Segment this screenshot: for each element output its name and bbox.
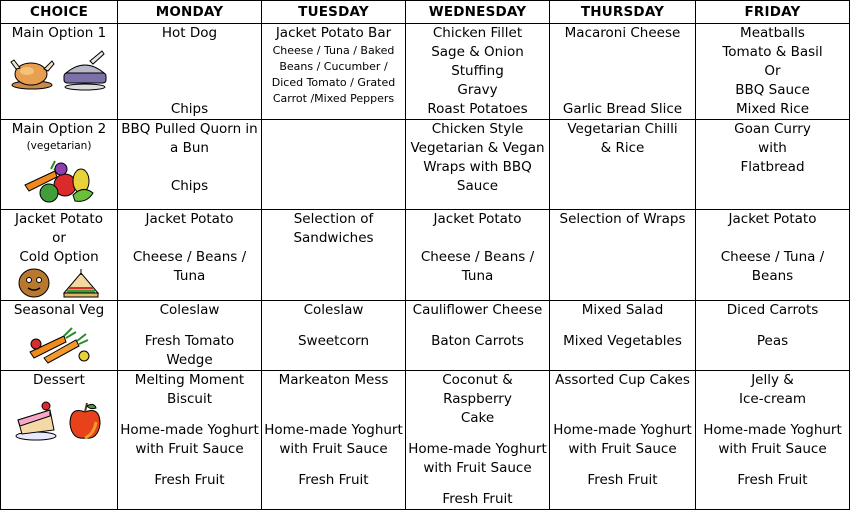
menu-item: Goan Curry: [734, 121, 811, 137]
vegetables-icon: [21, 155, 97, 205]
menu-item: Meatballs: [740, 25, 805, 41]
veg-monday: [118, 301, 262, 371]
menu-item: Gravy: [457, 82, 498, 98]
menu-item: Mixed Salad: [581, 302, 664, 318]
menu-item: with Fruit Sauce: [279, 441, 388, 457]
menu-item: Home-made Yoghurt: [408, 441, 547, 457]
menu-item: Garlic Bread Slice: [562, 101, 683, 117]
jacket-friday: [696, 210, 850, 301]
header-friday: FRIDAY: [696, 1, 850, 24]
veg-tuesday: [262, 301, 406, 371]
menu-item: Home-made Yoghurt: [703, 422, 842, 438]
menu-item-detail: Diced Tomato / Grated: [271, 76, 396, 89]
menu-item: Wedge: [166, 352, 213, 368]
menu-item: Stuffing: [451, 63, 504, 79]
menu-item: Flatbread: [740, 159, 805, 175]
table-row-main-option-2: [1, 120, 850, 210]
menu-item: Home-made Yoghurt: [120, 422, 259, 438]
dessert-friday: [696, 371, 850, 510]
menu-item: Fresh Fruit: [298, 472, 369, 488]
menu-item: Jelly &: [751, 372, 794, 388]
menu-item: with Fruit Sauce: [423, 460, 532, 476]
menu-item: Fresh Tomato: [144, 333, 235, 349]
dessert-tuesday: [262, 371, 406, 510]
main2-friday: [696, 120, 850, 210]
menu-item: Home-made Yoghurt: [553, 422, 692, 438]
menu-item: Fresh Fruit: [737, 472, 808, 488]
menu-item: Coconut & Raspberry: [442, 372, 513, 407]
menu-item: with Fruit Sauce: [568, 441, 677, 457]
menu-item-title: Jacket Potato Bar: [275, 25, 392, 41]
header-choice: CHOICE: [1, 1, 118, 24]
jacket-tuesday: [262, 210, 406, 301]
jacket-thursday: [550, 210, 696, 301]
row-label-main-option-2: [1, 120, 118, 210]
carrots-icon: [24, 322, 94, 366]
menu-item: Coleslaw: [159, 302, 220, 318]
menu-item: BBQ Pulled Quorn in: [121, 121, 258, 137]
row-label-seasonal-veg: [1, 301, 118, 371]
menu-item: Selection of Wraps: [559, 211, 686, 227]
menu-item: Mixed Vegetables: [563, 333, 682, 349]
menu-item: Mixed Rice: [736, 101, 809, 117]
row-label-main-option-1: [1, 24, 118, 120]
menu-item-detail: Cheese / Tuna / Baked: [272, 44, 395, 57]
menu-item: Jacket Potato: [433, 211, 522, 227]
dessert-thursday: [550, 371, 696, 510]
menu-item: Fresh Fruit: [154, 472, 225, 488]
jacket-monday: [118, 210, 262, 301]
menu-item: with Fruit Sauce: [135, 441, 244, 457]
menu-item: Cheese / Beans /: [420, 249, 535, 265]
menu-item: Or: [764, 63, 781, 79]
menu-item: Wraps with BBQ: [423, 159, 532, 175]
main1-monday: [118, 24, 262, 120]
roast-chicken-icon: [8, 47, 56, 91]
menu-item: Vegetarian & Vegan: [410, 140, 545, 156]
main1-thursday: [550, 24, 696, 120]
header-monday: MONDAY: [118, 1, 262, 24]
menu-item: Cheese / Tuna /: [720, 249, 825, 265]
menu-item: Chips: [170, 178, 209, 194]
dessert-monday: [118, 371, 262, 510]
menu-item: Cauliflower Cheese: [412, 302, 543, 318]
header-wednesday: WEDNESDAY: [406, 1, 550, 24]
main2-thursday: [550, 120, 696, 210]
cake-slice-icon: [14, 396, 60, 442]
potato-face-icon: [17, 267, 51, 299]
menu-item: Assorted Cup Cakes: [555, 372, 690, 388]
table-row-jacket-potato: [1, 210, 850, 301]
menu-item-detail: Beans / Cucumber /: [279, 60, 388, 73]
menu-item: Chips: [170, 101, 209, 117]
row-label-text: Main Option 1: [11, 25, 107, 41]
menu-item: Chicken Style: [431, 121, 524, 137]
menu-item: Cheese / Beans /: [132, 249, 247, 265]
menu-item: Coleslaw: [303, 302, 364, 318]
menu-item: Macaroni Cheese: [564, 25, 681, 41]
main2-tuesday: [262, 120, 406, 210]
menu-item: with: [758, 140, 787, 156]
menu-item: a Bun: [170, 140, 209, 156]
veg-thursday: [550, 301, 696, 371]
menu-item: Tuna: [461, 268, 494, 284]
main1-tuesday: [262, 24, 406, 120]
menu-item: Tuna: [173, 268, 206, 284]
menu-item: Melting Moment: [134, 372, 245, 388]
menu-item: Jacket Potato: [145, 211, 234, 227]
menu-item: Sweetcorn: [297, 333, 370, 349]
table-row-dessert: [1, 371, 850, 510]
menu-item: Sage & Onion: [431, 44, 524, 60]
row-label-text: or: [52, 230, 66, 246]
header-row: [1, 1, 850, 24]
row-label-dessert: [1, 371, 118, 510]
menu-item: & Rice: [600, 140, 645, 156]
menu-item: Hot Dog: [161, 25, 218, 41]
main1-friday: [696, 24, 850, 120]
veg-wednesday: [406, 301, 550, 371]
roasting-dish-icon: [60, 47, 110, 91]
main2-wednesday: [406, 120, 550, 210]
menu-item: Biscuit: [166, 391, 213, 407]
menu-item: with Fruit Sauce: [718, 441, 827, 457]
menu-item: Tomato & Basil: [722, 44, 823, 60]
main2-monday: [118, 120, 262, 210]
sandwich-icon: [61, 267, 101, 299]
jacket-wednesday: [406, 210, 550, 301]
menu-item: Peas: [756, 333, 789, 349]
header-tuesday: TUESDAY: [262, 1, 406, 24]
dessert-wednesday: [406, 371, 550, 510]
menu-item: Cake: [460, 410, 495, 426]
menu-item: Vegetarian Chilli: [567, 121, 678, 137]
menu-item: Fresh Fruit: [587, 472, 658, 488]
table-row-seasonal-veg: [1, 301, 850, 371]
menu-item: Chicken Fillet: [432, 25, 523, 41]
menu-item: Ice-cream: [739, 391, 806, 407]
menu-item: Baton Carrots: [431, 333, 524, 349]
menu-item: Fresh Fruit: [442, 491, 513, 507]
main1-wednesday: [406, 24, 550, 120]
menu-item: Jacket Potato: [728, 211, 817, 227]
menu-item: Markeaton Mess: [278, 372, 389, 388]
menu-item: BBQ Sauce: [735, 82, 810, 98]
row-label-text: Main Option 2: [11, 121, 107, 137]
row-label-text: Cold Option: [19, 249, 99, 265]
menu-item: Sauce: [456, 178, 499, 194]
row-label-text: Seasonal Veg: [13, 302, 105, 318]
header-thursday: THURSDAY: [550, 1, 696, 24]
menu-item: Home-made Yoghurt: [264, 422, 403, 438]
menu-item: Selection of: [293, 211, 374, 227]
row-label-text: Dessert: [33, 372, 85, 388]
table-row-main-option-1: [1, 24, 850, 120]
veg-friday: [696, 301, 850, 371]
menu-item: Beans: [751, 268, 794, 284]
menu-item-detail: Carrot /Mixed Peppers: [272, 92, 395, 105]
menu-item: Roast Potatoes: [427, 101, 528, 117]
menu-item: Diced Carrots: [726, 302, 819, 318]
menu-item: Sandwiches: [293, 230, 374, 246]
row-label-jacket-potato: [1, 210, 118, 301]
row-sublabel: (vegetarian): [26, 140, 92, 152]
apple-icon: [66, 400, 104, 442]
row-label-text: Jacket Potato: [15, 211, 103, 227]
